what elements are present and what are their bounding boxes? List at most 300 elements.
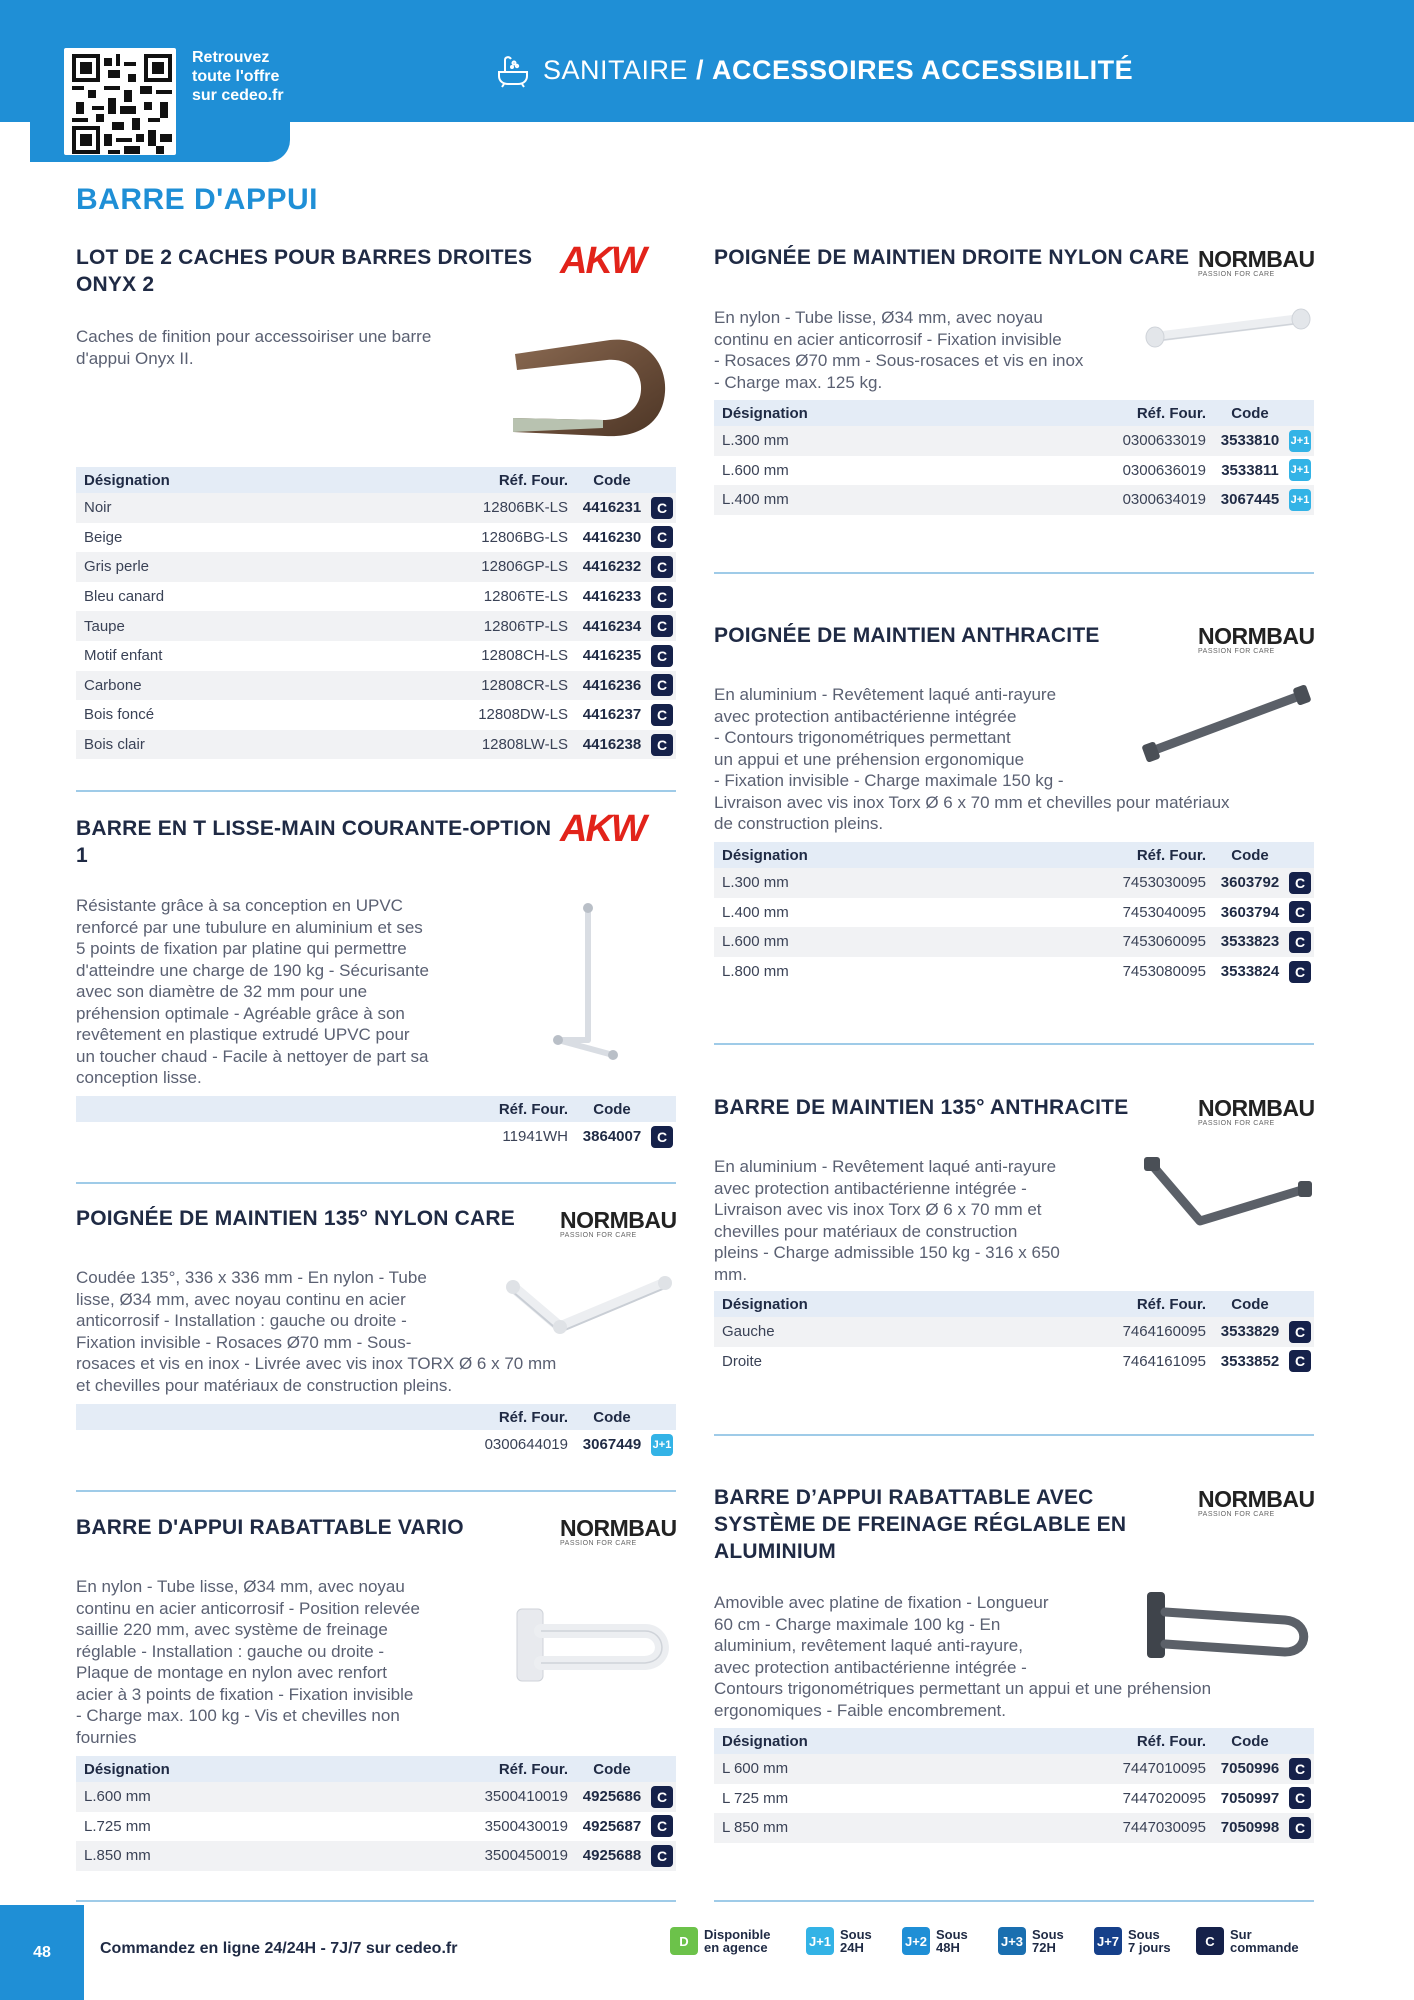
brand-tagline: PASSION FOR CARE — [1198, 1120, 1275, 1127]
description-line: un toucher chaud - Facile à nettoyer de part sa — [76, 1046, 429, 1066]
table-row[interactable] — [76, 641, 676, 671]
cell-ref: 12806TE-LS — [483, 588, 568, 606]
legend-label-line: 72H — [1032, 1940, 1056, 1955]
bathtub-icon — [495, 52, 531, 88]
product-title-line: ALUMINIUM — [714, 1540, 836, 1563]
cell-code: 3533829 — [1220, 1323, 1280, 1341]
legend-label-line: Sous — [1128, 1927, 1160, 1942]
description-line: avec son diamètre de 32 mm pour une — [76, 982, 368, 1001]
table-row[interactable] — [714, 1813, 1314, 1843]
header-code: Code — [1231, 404, 1269, 422]
cell-designation: Bois foncé — [84, 706, 155, 724]
brand-tagline: PASSION FOR CARE — [1198, 271, 1275, 278]
table-header — [76, 1756, 676, 1782]
header-ref: Réf. Four. — [498, 1760, 568, 1778]
availability-badge: C — [1289, 1787, 1311, 1809]
cell-code: 3067449 — [582, 1436, 642, 1454]
cell-code: 7050996 — [1220, 1760, 1280, 1778]
cell-ref: 7464160095 — [1122, 1323, 1206, 1341]
table-row[interactable] — [76, 1812, 676, 1842]
header-ref: Réf. Four. — [1136, 1295, 1206, 1313]
cell-ref: 11941WH — [502, 1128, 568, 1146]
cell-code: 3864007 — [582, 1128, 642, 1146]
table-row[interactable] — [76, 700, 676, 730]
product-description — [714, 307, 1144, 393]
brand-tagline: PASSION FOR CARE — [560, 1540, 637, 1547]
description-line: avec protection antibactérienne intégrée - — [714, 1657, 1027, 1677]
cell-designation: L.600 mm — [84, 1788, 151, 1806]
availability-badge: C — [651, 704, 673, 726]
folding-bar-image — [515, 1605, 675, 1685]
product-title: POIGNÉE DE MAINTIEN 135° NYLON CARE — [76, 1207, 515, 1230]
title-separator: / — [696, 54, 705, 85]
availability-badge: J+1 — [1289, 459, 1311, 481]
page-number: 48 — [0, 1905, 84, 2000]
cell-designation: L.400 mm — [722, 491, 789, 509]
table-row[interactable] — [714, 426, 1314, 456]
description-line: ergonomiques - Faible encombrement. — [714, 1700, 1006, 1720]
header-code: Code — [593, 1100, 631, 1118]
header-designation: Désignation — [722, 1732, 808, 1750]
table-body — [714, 426, 1314, 515]
page-title: BARRE D'APPUI — [76, 183, 318, 216]
table-row[interactable] — [76, 671, 676, 701]
normbau-logo — [1198, 1096, 1315, 1128]
availability-badge: C — [651, 526, 673, 548]
availability-badge: C — [1289, 1321, 1311, 1343]
qr-panel — [30, 0, 290, 162]
cell-code: 4416233 — [582, 588, 642, 606]
legend-badge: J+7 — [1094, 1927, 1122, 1955]
availability-badge: C — [651, 586, 673, 608]
normbau-logo — [1198, 624, 1315, 656]
cell-ref: 3500450019 — [484, 1847, 568, 1865]
legend-badge: J+2 — [902, 1927, 930, 1955]
table-header — [76, 1096, 676, 1122]
table-row[interactable] — [76, 493, 676, 523]
cell-code: 3067445 — [1220, 491, 1280, 509]
table-row[interactable] — [76, 1430, 676, 1460]
brand-name: NORMBAU — [1198, 623, 1315, 649]
legend-label-line: 24H — [840, 1940, 864, 1955]
description-line: avec protection antibactérienne intégrée - — [714, 1178, 1027, 1198]
description-line: acier à 3 points de fixation - Fixation invisible — [76, 1684, 414, 1704]
legend-item-72h — [998, 1927, 1090, 1955]
header-ref: Réf. Four. — [1136, 1732, 1206, 1750]
table-header — [714, 842, 1314, 868]
table-row[interactable] — [76, 611, 676, 641]
legend-item-sur-commande — [1196, 1927, 1310, 1955]
cell-ref: 7447020095 — [1122, 1789, 1206, 1807]
section-divider — [76, 790, 676, 792]
header-ref: Réf. Four. — [498, 1408, 568, 1426]
table-row[interactable] — [76, 582, 676, 612]
header-code: Code — [1231, 846, 1269, 864]
brand-name: NORMBAU — [1198, 1095, 1315, 1121]
description-line: - Contours trigonométriques permettant — [714, 728, 1011, 747]
legend-label-line: Sous — [936, 1927, 968, 1942]
table-row[interactable] — [714, 1347, 1314, 1377]
header-code: Code — [593, 1408, 631, 1426]
anthracite-grab-bar-image — [1140, 683, 1315, 763]
cell-code: 4416232 — [582, 558, 642, 576]
header-ref: Réf. Four. — [498, 471, 568, 489]
product-table — [714, 1728, 1314, 1843]
cell-code: 4925688 — [582, 1847, 642, 1865]
cell-ref: 12808LW-LS — [481, 736, 568, 754]
table-body — [714, 1754, 1314, 1843]
table-row[interactable] — [714, 957, 1314, 987]
description-line: - Charge max. 100 kg - Vis et chevilles non — [76, 1706, 400, 1725]
cell-designation: L.300 mm — [722, 432, 789, 450]
product-title-line: BARRE D’APPUI RABATTABLE AVEC — [714, 1486, 1094, 1509]
description-line: continu en acier anticorrosif - Fixation invisible — [714, 329, 1062, 349]
cell-code: 3603792 — [1220, 874, 1280, 892]
table-body — [714, 868, 1314, 986]
description-line: chevilles pour matériaux de construction — [714, 1221, 1018, 1241]
table-row[interactable] — [714, 927, 1314, 957]
section-title — [495, 50, 1133, 90]
section-divider — [76, 1900, 676, 1902]
section-divider — [76, 1182, 676, 1184]
description-line: En nylon - Tube lisse, Ø34 mm, avec noyau — [76, 1577, 405, 1596]
legend-badge: D — [670, 1927, 698, 1955]
cell-code: 3533810 — [1220, 432, 1280, 450]
cell-code: 7050997 — [1220, 1789, 1280, 1807]
cell-ref: 7453040095 — [1122, 903, 1206, 921]
description-line: réglable - Installation : gauche ou droite - — [76, 1641, 385, 1661]
description-line: Résistante grâce à sa conception en UPVC — [76, 896, 403, 915]
table-body — [76, 1782, 676, 1871]
product-title: BARRE DE MAINTIEN 135° ANTHRACITE — [714, 1096, 1129, 1119]
description-line: - Charge max. 125 kg. — [714, 372, 883, 392]
header-designation: Désignation — [84, 471, 170, 489]
description-line: En nylon - Tube lisse, Ø34 mm, avec noyau — [714, 308, 1043, 327]
legend-label-line: Sous — [1032, 1927, 1064, 1942]
cell-code: 3533824 — [1220, 963, 1280, 981]
angled-grab-bar-image — [505, 1265, 675, 1340]
description-line: aluminium, revêtement laqué anti-rayure, — [714, 1636, 1023, 1655]
availability-badge: C — [651, 497, 673, 519]
legend-label-line: Disponible — [704, 1927, 771, 1942]
legend-label — [1032, 1928, 1090, 1954]
cell-code: 4416236 — [582, 676, 642, 694]
description-line: - Rosaces Ø70 mm - Sous-rosaces et vis en inox — [714, 351, 1084, 370]
availability-badge: C — [1289, 1758, 1311, 1780]
normbau-logo — [1198, 1487, 1315, 1519]
description-line: Livraison avec vis inox Torx Ø 6 x 70 mm et chevilles pour matériaux — [714, 792, 1230, 812]
wood-cap-image — [505, 332, 670, 442]
cell-ref: 12806GP-LS — [481, 558, 568, 576]
header-code: Code — [1231, 1295, 1269, 1313]
section-divider — [714, 572, 1314, 574]
table-body — [714, 1317, 1314, 1376]
cell-designation: Motif enfant — [84, 647, 163, 665]
description-line: rosaces et vis en inox - Livrée avec vis inox TORX Ø 6 x 70 mm — [76, 1354, 557, 1373]
table-row[interactable] — [714, 1754, 1314, 1784]
cell-code: 4416231 — [582, 499, 642, 517]
description-line: Amovible avec platine de fixation - Longueur — [714, 1593, 1049, 1612]
table-header — [714, 400, 1314, 426]
description-line: pleins - Charge admissible 150 kg - 316 x 650 — [714, 1243, 1060, 1262]
straight-grab-bar-image — [1143, 305, 1315, 355]
legend-label-line: Sur — [1230, 1927, 1252, 1942]
brand-name: NORMBAU — [560, 1207, 677, 1233]
description-line: Caches de finition pour accessoiriser une barre — [76, 327, 432, 346]
cell-designation: Gris perle — [84, 558, 150, 576]
legend-item-disponible — [670, 1927, 784, 1955]
product-table — [76, 1756, 676, 1871]
header-designation: Désignation — [722, 1295, 808, 1313]
brand-name: NORMBAU — [1198, 1486, 1315, 1512]
description-line: revêtement en plastique extrudé UPVC pour — [76, 1025, 410, 1044]
legend-label-line: 48H — [936, 1940, 960, 1955]
availability-badge: C — [651, 1126, 673, 1148]
section-divider — [76, 1490, 676, 1492]
cell-designation: Noir — [84, 499, 112, 517]
availability-badge: C — [1289, 961, 1311, 983]
cell-designation: Beige — [84, 528, 123, 546]
description-line: Coudée 135°, 336 x 336 mm - En nylon - Tube — [76, 1268, 427, 1287]
description-line: Fixation invisible - Rosaces Ø70 mm - Sous- — [76, 1332, 412, 1352]
product-table — [76, 467, 676, 759]
cell-code: 3533811 — [1221, 461, 1279, 479]
legend-item-7-jours — [1094, 1927, 1190, 1955]
product-table — [76, 1404, 676, 1460]
section-divider — [714, 1434, 1314, 1436]
cell-ref: 12806BG-LS — [481, 528, 568, 546]
availability-badge: C — [651, 645, 673, 667]
cell-ref: 3500410019 — [484, 1788, 568, 1806]
cell-code: 4416238 — [582, 736, 642, 754]
description-line: de construction pleins. — [714, 814, 884, 833]
table-row[interactable] — [76, 523, 676, 553]
brand-tagline: PASSION FOR CARE — [1198, 1511, 1275, 1518]
cell-ref: 0300644019 — [484, 1436, 568, 1454]
product-title-line: LOT DE 2 CACHES POUR BARRES DROITES — [76, 246, 533, 269]
product-description — [76, 895, 516, 1089]
table-row[interactable] — [76, 1782, 676, 1812]
table-row[interactable] — [714, 1784, 1314, 1814]
cell-ref: 7464161095 — [1122, 1352, 1206, 1370]
table-row[interactable] — [76, 552, 676, 582]
table-row[interactable] — [76, 1841, 676, 1871]
product-table — [714, 1291, 1314, 1376]
header-code: Code — [593, 1760, 631, 1778]
category-label: SANITAIRE — [543, 54, 689, 85]
availability-badge: C — [1289, 1817, 1311, 1839]
cell-designation: Carbone — [84, 676, 142, 694]
legend-label — [1230, 1928, 1310, 1954]
product-title: BARRE D'APPUI RABATTABLE VARIO — [76, 1516, 464, 1539]
description-line: anticorrosif - Installation : gauche ou droite - — [76, 1311, 407, 1330]
cell-designation: Bleu canard — [84, 588, 165, 606]
product-title: POIGNÉE DE MAINTIEN ANTHRACITE — [714, 624, 1100, 647]
product-title-line: ONYX 2 — [76, 273, 155, 296]
header-designation: Désignation — [722, 846, 808, 864]
cell-ref: 3500430019 — [484, 1817, 568, 1835]
table-row[interactable] — [714, 898, 1314, 928]
availability-badge: C — [651, 674, 673, 696]
cell-designation: L.600 mm — [722, 933, 789, 951]
legend-label — [936, 1928, 994, 1954]
brand-tagline: PASSION FOR CARE — [560, 1232, 637, 1239]
availability-badge: J+1 — [651, 1434, 673, 1456]
section-divider — [714, 1043, 1314, 1045]
cell-ref: 7453080095 — [1122, 963, 1206, 981]
description-line: préhension optimale - Agréable grâce à son — [76, 1003, 405, 1023]
description-line: 5 points de fixation par platine qui permettre — [76, 939, 407, 958]
product-description — [76, 1576, 496, 1748]
table-row[interactable] — [714, 868, 1314, 898]
availability-badge: C — [651, 556, 673, 578]
legend-label — [1128, 1928, 1190, 1954]
folding-anthracite-bar-image — [1145, 1590, 1315, 1665]
description-line: avec protection antibactérienne intégrée — [714, 706, 1017, 726]
header-ref: Réf. Four. — [1136, 404, 1206, 422]
cell-ref: 0300633019 — [1122, 432, 1206, 450]
angled-anthracite-bar-image — [1140, 1155, 1315, 1235]
product-description — [76, 326, 516, 369]
availability-badge: C — [1289, 901, 1311, 923]
brand-name: NORMBAU — [560, 1515, 677, 1541]
legend-label-line: en agence — [704, 1940, 768, 1955]
cell-designation: L.400 mm — [722, 903, 789, 921]
legend-label-line: 7 jours — [1128, 1940, 1171, 1955]
description-line: et chevilles pour matériaux de construction pleins. — [76, 1375, 453, 1395]
description-line: mm. — [714, 1264, 748, 1284]
cell-ref: 7453060095 — [1122, 933, 1206, 951]
table-row[interactable] — [714, 456, 1314, 486]
cell-code: 4925687 — [582, 1817, 642, 1835]
qr-caption — [192, 48, 312, 105]
legend-label-line: commande — [1230, 1940, 1299, 1955]
availability-badge: C — [1289, 872, 1311, 894]
product-title-line: SYSTÈME DE FREINAGE RÉGLABLE EN — [714, 1513, 1127, 1536]
cell-designation: Droite — [722, 1352, 763, 1370]
legend-label — [840, 1928, 898, 1954]
description-line: 60 cm - Charge maximale 100 kg - En — [714, 1614, 1001, 1634]
cell-code: 3533852 — [1220, 1352, 1280, 1370]
legend-badge: J+3 — [998, 1927, 1026, 1955]
subcategory-label: ACCESSOIRES ACCESSIBILITÉ — [712, 54, 1134, 85]
legend-badge: J+1 — [806, 1927, 834, 1955]
description-line: Contours trigonométriques permettant un appui et une préhension — [714, 1679, 1212, 1698]
cell-ref: 7447010095 — [1122, 1760, 1206, 1778]
product-table — [76, 1096, 676, 1152]
cell-designation: L 850 mm — [722, 1819, 789, 1837]
availability-badge: C — [651, 734, 673, 756]
table-header — [714, 1291, 1314, 1317]
cell-code: 3603794 — [1220, 903, 1280, 921]
legend-badge: C — [1196, 1927, 1224, 1955]
cell-ref: 7453030095 — [1122, 874, 1206, 892]
table-row[interactable] — [714, 1317, 1314, 1347]
description-line: - Fixation invisible - Charge maximale 150 kg - — [714, 771, 1064, 790]
cell-code: 4416235 — [582, 647, 642, 665]
cell-code: 4925686 — [582, 1788, 642, 1806]
table-body — [76, 493, 676, 759]
cell-ref: 12808CH-LS — [481, 647, 568, 665]
qr-caption-line: toute l'offre — [192, 68, 280, 85]
qr-code-frame[interactable] — [60, 44, 180, 159]
header-code: Code — [1231, 1732, 1269, 1750]
header-ref: Réf. Four. — [498, 1100, 568, 1118]
availability-badge: J+1 — [1289, 430, 1311, 452]
table-row[interactable] — [714, 485, 1314, 515]
qr-caption-line: Retrouvez — [192, 49, 270, 66]
cell-ref: 12806TP-LS — [483, 617, 568, 635]
description-line: renforcé par une tubulure en aluminium et ses — [76, 917, 423, 937]
cell-ref: 7447030095 — [1122, 1819, 1206, 1837]
cell-designation: L 725 mm — [722, 1789, 789, 1807]
table-header — [714, 1728, 1314, 1754]
availability-badge: C — [1289, 1350, 1311, 1372]
cell-code: 4416237 — [582, 706, 642, 724]
qr-caption-line[interactable]: sur cedeo.fr — [192, 87, 284, 104]
table-header — [76, 467, 676, 493]
normbau-logo — [560, 1516, 677, 1548]
product-title: POIGNÉE DE MAINTIEN DROITE NYLON CARE — [714, 246, 1190, 269]
header-code: Code — [593, 471, 631, 489]
header-ref: Réf. Four. — [1136, 846, 1206, 864]
cell-ref: 12808DW-LS — [478, 706, 568, 724]
table-row[interactable] — [76, 730, 676, 760]
brand-name: NORMBAU — [1198, 246, 1315, 272]
cell-code: 4416234 — [582, 617, 642, 635]
header-designation: Désignation — [722, 404, 808, 422]
product-title — [76, 244, 556, 298]
cell-designation: L.600 mm — [722, 461, 789, 479]
product-table — [714, 842, 1314, 986]
table-header — [76, 1404, 676, 1430]
product-title — [714, 1484, 1174, 1565]
cell-code: 4416230 — [582, 528, 642, 546]
availability-badge: C — [651, 615, 673, 637]
cell-ref: 12808CR-LS — [481, 676, 568, 694]
cell-designation: Gauche — [722, 1323, 775, 1341]
table-row[interactable] — [76, 1122, 676, 1152]
description-line: Livraison avec vis inox Torx Ø 6 x 70 mm et — [714, 1200, 1042, 1219]
cell-code: 7050998 — [1220, 1819, 1280, 1837]
cell-ref: 0300634019 — [1122, 491, 1206, 509]
availability-badge: C — [651, 1786, 673, 1808]
description-line: d'appui Onyx II. — [76, 348, 194, 368]
cell-designation: L 600 mm — [722, 1760, 789, 1778]
description-line: En aluminium - Revêtement laqué anti-rayure — [714, 1157, 1057, 1176]
description-line: En aluminium - Revêtement laqué anti-rayure — [714, 685, 1057, 704]
legend-item-48h — [902, 1927, 994, 1955]
description-line: saillie 220 mm, avec système de freinage — [76, 1620, 388, 1639]
qr-code-icon — [72, 54, 172, 154]
cell-designation: L.725 mm — [84, 1817, 151, 1835]
section-divider — [714, 1900, 1314, 1902]
description-line: d'atteindre une charge de 190 kg - Sécurisante — [76, 960, 429, 980]
cell-ref: 12806BK-LS — [482, 499, 568, 517]
product-table — [714, 400, 1314, 515]
cell-designation: Bois clair — [84, 736, 145, 754]
footer-order-text[interactable]: Commandez en ligne 24/24H - 7J/7 sur cedeo.fr — [100, 1940, 458, 1957]
description-line: Plaque de montage en nylon avec renfort — [76, 1663, 387, 1682]
cell-designation: L.300 mm — [722, 874, 789, 892]
t-bar-image — [548, 900, 628, 1065]
brand-tagline: PASSION FOR CARE — [1198, 648, 1275, 655]
availability-badge: J+1 — [1289, 489, 1311, 511]
availability-badge: C — [651, 1815, 673, 1837]
product-description — [714, 1156, 1144, 1285]
cell-designation: L.850 mm — [84, 1847, 151, 1865]
cell-designation: L.800 mm — [722, 963, 789, 981]
